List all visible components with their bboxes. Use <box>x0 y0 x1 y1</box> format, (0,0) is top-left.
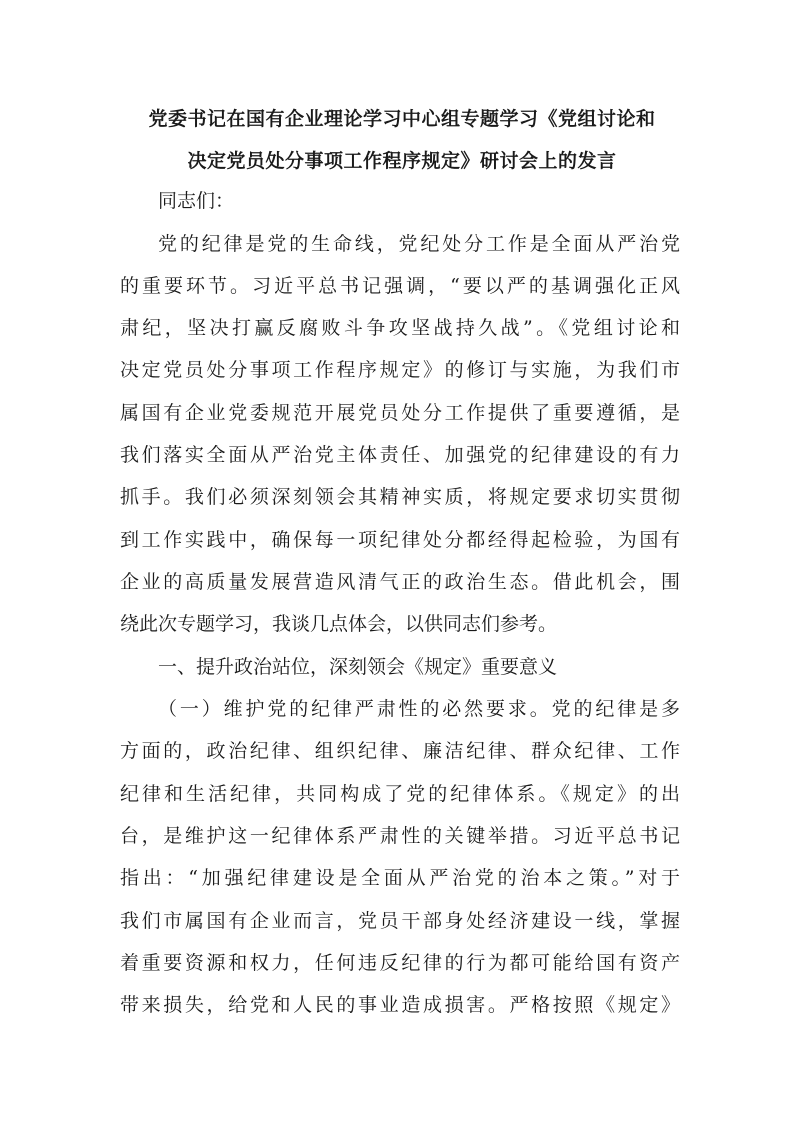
paragraph-1-line: 的重要环节。习近平总书记强调，“要以严的基调强化正风 <box>120 275 680 297</box>
paragraph-1-line: 属国有企业党委规范开展党员处分工作提供了重要遵循，是 <box>120 402 680 424</box>
paragraph-1-line: 绕此次专题学习，我谈几点体会，以供同志们参考。 <box>120 613 558 635</box>
paragraph-1-line: 到工作实践中，确保每一项纪律处分都经得起检验，为国有 <box>120 529 680 551</box>
document-title-line-2: 决定党员处分事项工作程序规定》研讨会上的发言 <box>187 150 617 172</box>
paragraph-2-line: 台，是维护这一纪律体系严肃性的关键举措。习近平总书记 <box>120 825 680 847</box>
paragraph-1-line: 企业的高质量发展营造风清气正的政治生态。借此机会，围 <box>120 571 680 593</box>
paragraph-1-line: 抓手。我们必须深刻领会其精神实质，将规定要求切实贯彻 <box>120 486 680 508</box>
paragraph-1-line: 党的纪律是党的生命线，党纪处分工作是全面从严治党 <box>158 233 680 255</box>
paragraph-2-line: 指出：“加强纪律建设是全面从严治党的治本之策。”对于 <box>120 867 680 889</box>
salutation: 同志们： <box>158 190 235 212</box>
paragraph-2-line: 着重要资源和权力，任何违反纪律的行为都可能给国有资产 <box>120 952 680 974</box>
section-heading-1: 一、提升政治站位，深刻领会《规定》重要意义 <box>158 656 558 678</box>
paragraph-1-line: 肃纪，坚决打赢反腐败斗争攻坚战持久战”。《党组讨论和 <box>120 317 680 339</box>
paragraph-2-line: 方面的，政治纪律、组织纪律、廉洁纪律、群众纪律、工作 <box>120 740 680 762</box>
paragraph-1-line: 我们落实全面从严治党主体责任、加强党的纪律建设的有力 <box>120 444 680 466</box>
paragraph-2-line: 纪律和生活纪律，共同构成了党的纪律体系。《规定》的出 <box>120 783 680 805</box>
paragraph-2-line: 我们市属国有企业而言，党员干部身处经济建设一线，掌握 <box>120 910 680 932</box>
paragraph-2-line: 带来损失，给党和人民的事业造成损害。严格按照《规定》 <box>120 994 680 1016</box>
paragraph-1-line: 决定党员处分事项工作程序规定》的修订与实施，为我们市 <box>120 359 680 381</box>
document-title-line-1: 党委书记在国有企业理论学习中心组专题学习《党组讨论和 <box>148 108 656 130</box>
paragraph-2-line: （一）维护党的纪律严肃性的必然要求。党的纪律是多 <box>158 698 680 720</box>
